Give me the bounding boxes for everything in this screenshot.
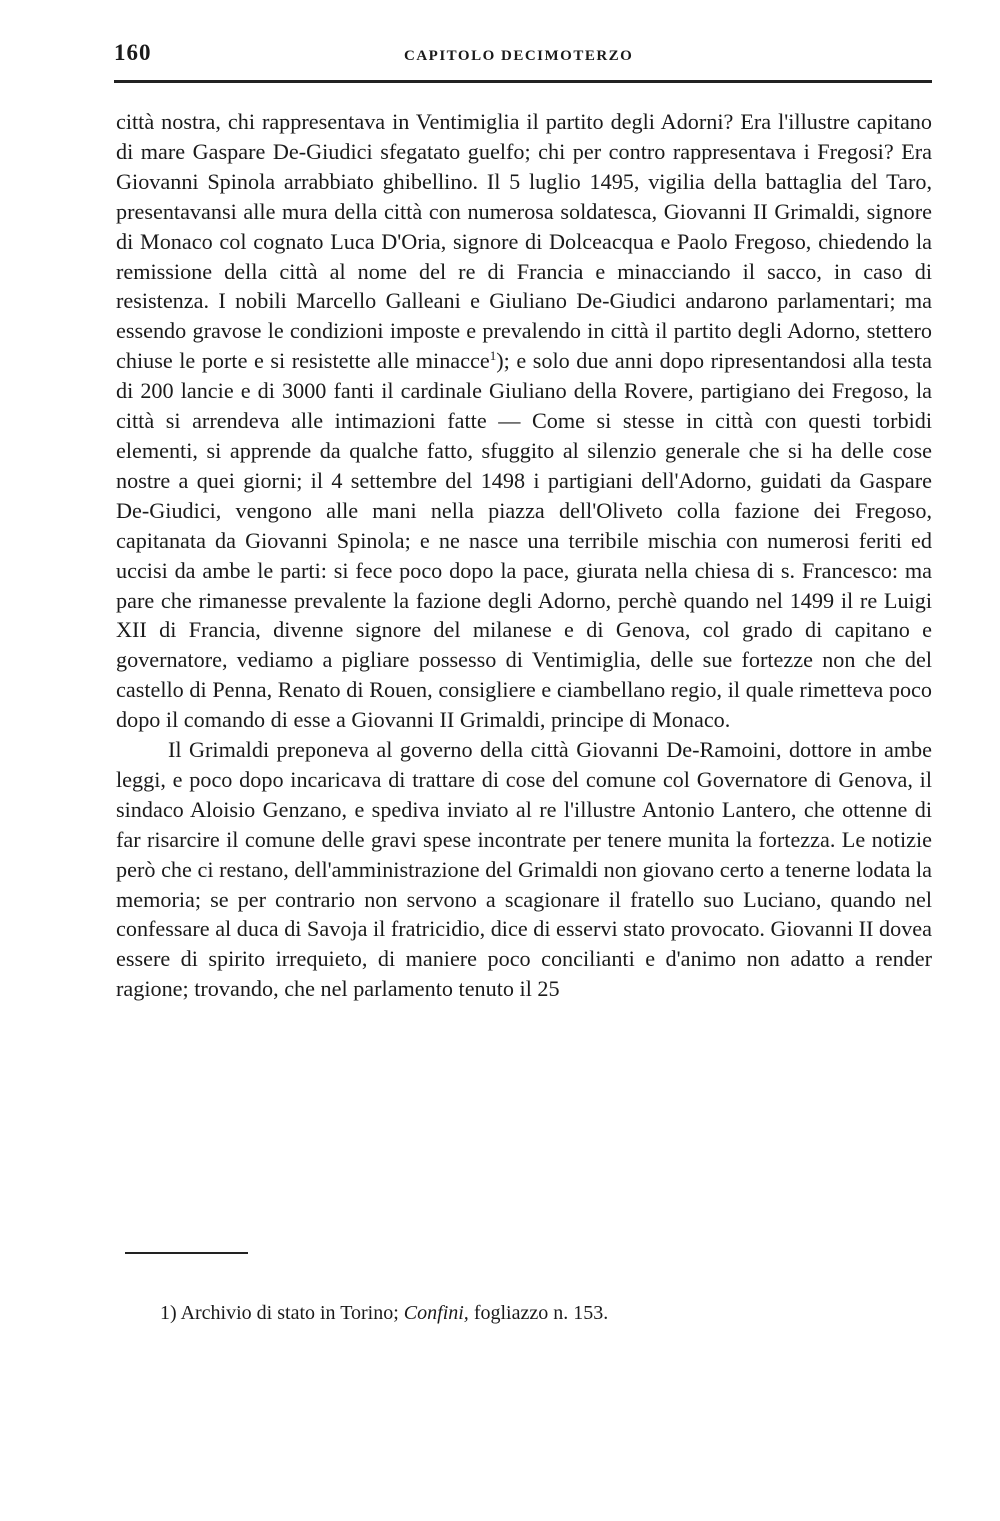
footnote-reference[interactable]: 1 <box>489 348 497 364</box>
paragraph-1 <box>116 107 932 735</box>
page-header <box>114 40 932 80</box>
page-number: 160 <box>114 40 152 65</box>
footnote-marker: 1) <box>160 1302 177 1324</box>
paragraph-1-continuation: ); e solo due anni dopo ripresentandosi alla testa di 200 lancie e di 3000 fanti il cardinale Giuliano della Rovere, partigiano dei Fregoso, la città si arrendeva alle intimazioni fatte — Come si stesse in città con questi torbidi elementi, si apprende da qualche fatto, sfuggito al silenzio generale che si ha delle cose nostre a quei giorni; il 4 settembre del 1498 i partigiani dell'Adorno, guidati da Gaspare De-Giudici, vengono alle mani nella piazza dell'Oliveto colla fazione dei Fregoso, capitanata da Giovanni Spinola; e ne nasce una terribile mischia con numerosi feriti ed uccisi da ambe le parti: si fece poco dopo la pace, giurata nella chiesa di s. Francesco: ma pare che rimanesse prevalente la fazione degli Adorno, perchè quando nel 1499 il re Luigi XII di Francia, divenne signore del milanese e di Genova, col grado di capitano e governatore, vediamo a pigliare possesso di Ventimiglia, delle sue fortezze non che del castello di Penna, Renato di Rouen, consigliere e ciambellano regio, il quale rimetteva poco dopo il comando di esse a Giovanni II Grimaldi, principe di Monaco. <box>116 348 932 733</box>
footnote-italic-title: Confini, <box>403 1302 469 1324</box>
footnote-source: Archivio di stato in Torino; <box>180 1302 399 1324</box>
footnote <box>160 1300 608 1326</box>
footnote-reference-number: fogliazzo n. 153. <box>473 1302 609 1324</box>
body-text <box>116 107 932 1004</box>
paragraph-2: Il Grimaldi preponeva al governo della città Giovanni De-Ramoini, dottore in ambe leggi, e poco dopo incaricava di trattare di cose del comune col Governatore di Genova, il sindaco Aloisio Genzano, e spediva inviato al re l'illustre Antonio Lantero, che ottenne di far risarcire il comune delle gravi spese incontrate per tenere munita la fortezza. Le notizie però che ci restano, dell'amministrazione del Grimaldi non giovano certo a tenerne lodata la memoria; se per contrario non servono a scagionare il fratello suo Luciano, quando nel confessare al duca di Savoja il fratricidio, dice di esservi stato provocato. Giovanni II dovea essere di spirito irrequieto, di maniere poco concilianti e d'animo non adatto a render ragione; trovando, che nel parlamento tenuto il 25 <box>116 737 932 1002</box>
footnote-rule <box>125 1252 248 1254</box>
paragraph-1-text: città nostra, chi rappresentava in Ventimiglia il partito degli Adorni? Era l'illustre capitano di mare Gaspare De-Giudici sfegatato guelfo; chi per contro rappresentava i Fregosi? Era Giovanni Spinola arrabbiato ghibellino. Il 5 luglio 1495, vigilia della battaglia del Taro, presentavansi alle mura della città con numerosa soldatesca, Giovanni II Grimaldi, signore di Monaco col cognato Luca D'Oria, signore di Dolceacqua e Paolo Fregoso, chiedendo la remissione della città al nome del re di Francia e minacciando il sacco, in caso di resistenza. I nobili Marcello Galleani e Giuliano De-Giudici andarono parlamentari; ma essendo gravose le condizioni imposte e prevalendo in città il partito degli Adorno, stettero chiuse le porte e si resistette alle minacce <box>116 109 932 374</box>
header-rule <box>114 80 932 83</box>
running-head: CAPITOLO DECIMOTERZO <box>404 48 634 64</box>
